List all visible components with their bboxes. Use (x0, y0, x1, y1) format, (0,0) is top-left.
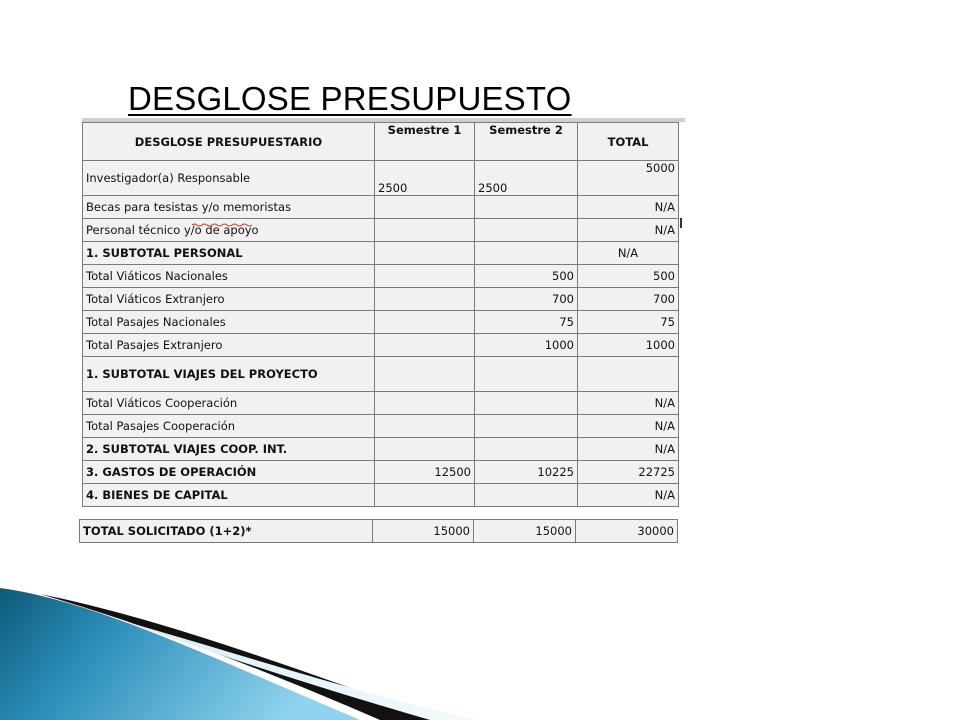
row-label: 3. GASTOS DE OPERACIÓN (83, 461, 375, 484)
table-header-row (83, 123, 679, 161)
total-row (80, 520, 678, 543)
total-semestre-2: 15000 (474, 520, 576, 543)
table-row (83, 415, 679, 438)
header-semestre-1: Semestre 1 (375, 123, 475, 161)
row-semestre-1 (375, 334, 475, 357)
row-semestre-2: 2500 (475, 161, 578, 196)
row-label: Investigador(a) Responsable (83, 161, 375, 196)
row-semestre-1 (375, 311, 475, 334)
row-semestre-1: 12500 (375, 461, 475, 484)
subtotal-row (83, 484, 679, 507)
row-label: Total Viáticos Cooperación (83, 392, 375, 415)
row-label: Becas para tesistas y/o memoristas (83, 196, 375, 219)
corner-ribbon-decoration (0, 560, 960, 720)
row-label: Total Pasajes Cooperación (83, 415, 375, 438)
total-semestre-1: 15000 (373, 520, 474, 543)
row-semestre-2: 1000 (475, 334, 578, 357)
row-semestre-1 (375, 196, 475, 219)
total-label: TOTAL SOLICITADO (1+2)* (80, 520, 373, 543)
row-semestre-1 (375, 415, 475, 438)
table-row (83, 392, 679, 415)
row-total: N/A (578, 196, 679, 219)
row-label: 1. SUBTOTAL PERSONAL (83, 242, 375, 265)
row-total: N/A (578, 219, 679, 242)
row-semestre-2 (475, 415, 578, 438)
row-label: 1. SUBTOTAL VIAJES DEL PROYECTO (83, 357, 375, 392)
row-total: N/A (578, 484, 679, 507)
total-total: 30000 (576, 520, 678, 543)
row-semestre-1 (375, 484, 475, 507)
subtotal-row (83, 438, 679, 461)
table-row (83, 219, 679, 242)
row-total: 22725 (578, 461, 679, 484)
row-semestre-1 (375, 392, 475, 415)
header-semestre-2: Semestre 2 (475, 123, 578, 161)
row-total: N/A (578, 242, 679, 265)
row-total: N/A (578, 392, 679, 415)
table-row (83, 265, 679, 288)
row-semestre-2: 700 (475, 288, 578, 311)
header-total: TOTAL (578, 123, 679, 161)
row-label: Total Viáticos Nacionales (83, 265, 375, 288)
subtotal-row (83, 242, 679, 265)
row-label: Total Pasajes Nacionales (83, 311, 375, 334)
row-semestre-2 (475, 357, 578, 392)
row-label: Personal técnico y/o de apoyo (83, 219, 375, 242)
row-total (578, 357, 679, 392)
budget-table (82, 122, 679, 507)
row-total: 500 (578, 265, 679, 288)
row-semestre-2 (475, 392, 578, 415)
row-semestre-2 (475, 484, 578, 507)
row-semestre-2 (475, 196, 578, 219)
row-label: Total Viáticos Extranjero (83, 288, 375, 311)
row-total: 700 (578, 288, 679, 311)
table-row (83, 311, 679, 334)
table-row (83, 161, 679, 196)
row-semestre-1 (375, 265, 475, 288)
subtotal-row (83, 461, 679, 484)
row-semestre-1 (375, 288, 475, 311)
table-row (83, 334, 679, 357)
slide-title: DESGLOSE PRESUPUESTO (128, 80, 572, 117)
row-total: 75 (578, 311, 679, 334)
row-semestre-2 (475, 242, 578, 265)
table-row (83, 196, 679, 219)
row-semestre-2 (475, 219, 578, 242)
header-desglose: DESGLOSE PRESUPUESTARIO (83, 123, 375, 161)
row-label: 2. SUBTOTAL VIAJES COOP. INT. (83, 438, 375, 461)
row-total: 5000 (578, 161, 679, 196)
row-semestre-2 (475, 438, 578, 461)
row-semestre-1 (375, 357, 475, 392)
row-semestre-1 (375, 438, 475, 461)
row-label: Total Pasajes Extranjero (83, 334, 375, 357)
total-table (79, 519, 678, 543)
table-row (83, 288, 679, 311)
subtotal-row (83, 357, 679, 392)
row-semestre-1: 2500 (375, 161, 475, 196)
row-label: 4. BIENES DE CAPITAL (83, 484, 375, 507)
row-total: 1000 (578, 334, 679, 357)
row-semestre-1 (375, 219, 475, 242)
side-mark (680, 218, 682, 228)
row-semestre-1 (375, 242, 475, 265)
row-semestre-2: 500 (475, 265, 578, 288)
row-total: N/A (578, 415, 679, 438)
spellcheck-underline (192, 212, 252, 216)
row-total: N/A (578, 438, 679, 461)
row-semestre-2: 10225 (475, 461, 578, 484)
row-semestre-2: 75 (475, 311, 578, 334)
